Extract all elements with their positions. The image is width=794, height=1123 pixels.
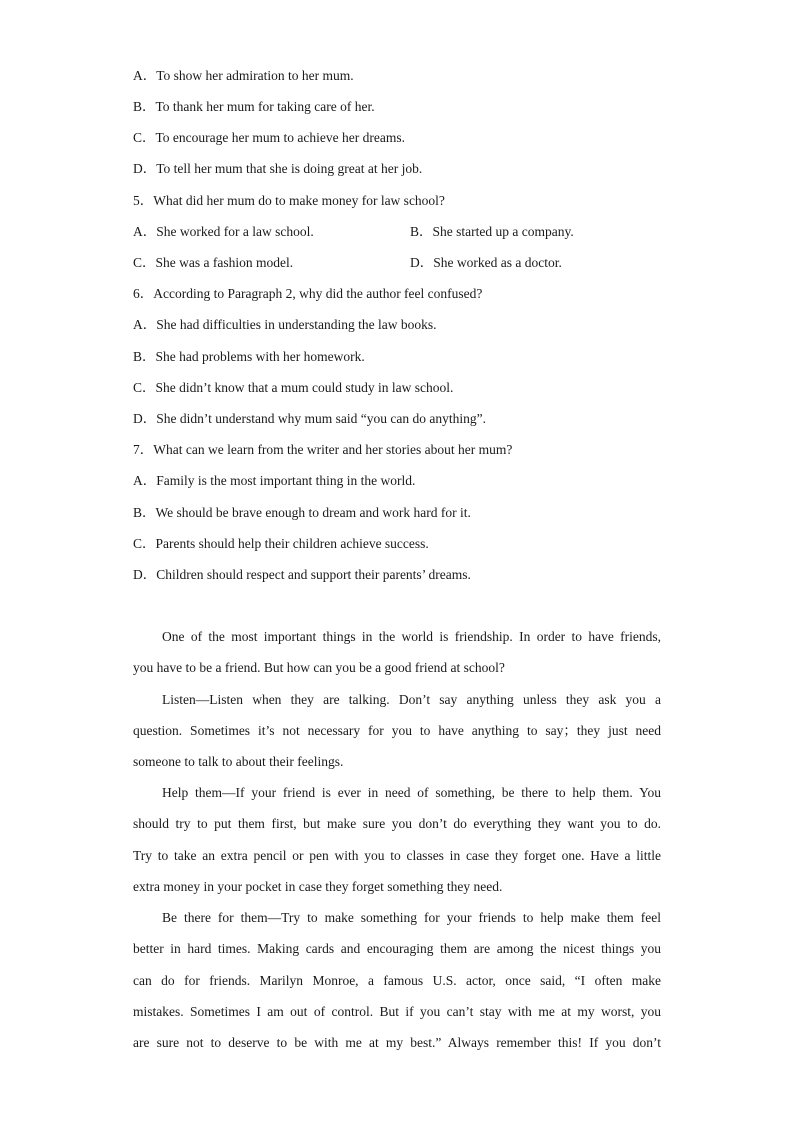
passage-line: are sure not to deserve to be with me at my best.” Always remember this! If you don’t: [133, 1035, 661, 1050]
q7-option-c: C．Parents should help their children achieve success.: [133, 536, 429, 551]
q6-option-a: A．She had difficulties in understanding the law books.: [133, 317, 437, 332]
q7-option-a: A．Family is the most important thing in the world.: [133, 473, 416, 488]
passage-line: Help them—If your friend is ever in need of something, be there to help them. You: [162, 785, 661, 800]
q4-option-a: A．To show her admiration to her mum.: [133, 68, 354, 83]
q4-option-d: D．To tell her mum that she is doing great at her job.: [133, 161, 423, 176]
passage-line: One of the most important things in the world is friendship. In order to have friends,: [162, 629, 661, 644]
passage-line: someone to talk to about their feelings.: [133, 754, 344, 769]
q5-option-d: D．She worked as a doctor.: [410, 255, 562, 270]
q6-option-c: C．She didn’t know that a mum could study in law school.: [133, 380, 454, 395]
q4-option-c: C．To encourage her mum to achieve her dreams.: [133, 130, 405, 145]
q6-option-b: B．She had problems with her homework.: [133, 349, 365, 364]
passage-line: extra money in your pocket in case they forget something they need.: [133, 879, 503, 894]
passage-line: Listen—Listen when they are talking. Don’t say anything unless they ask you a: [162, 692, 661, 707]
passage-line: can do for friends. Marilyn Monroe, a famous U.S. actor, once said, “I often make: [133, 973, 661, 988]
passage-line: mistakes. Sometimes I am out of control. But if you can’t stay with me at my worst, you: [133, 1004, 661, 1019]
passage-line: better in hard times. Making cards and encouraging them are among the nicest things you: [133, 941, 661, 956]
passage-line: Be there for them—Try to make something for your friends to help make them feel: [162, 910, 661, 925]
q6-option-d: D．She didn’t understand why mum said “you can do anything”.: [133, 411, 486, 426]
passage-line: should try to put them first, but make sure you don’t do everything they want you to do.: [133, 816, 661, 831]
q5-stem: 5．What did her mum do to make money for law school?: [133, 193, 445, 208]
passage-line: question. Sometimes it’s not necessary for you to have anything to say；they just need: [133, 723, 661, 738]
q7-stem: 7．What can we learn from the writer and her stories about her mum?: [133, 442, 513, 457]
passage-line: Try to take an extra pencil or pen with you to classes in case they forget one. Have a little: [133, 848, 661, 863]
passage-line: you have to be a friend. But how can you be a good friend at school?: [133, 660, 505, 675]
q5-option-a: A．She worked for a law school.: [133, 224, 314, 239]
q7-option-d: D．Children should respect and support their parents’ dreams.: [133, 567, 471, 582]
q6-stem: 6．According to Paragraph 2, why did the author feel confused?: [133, 286, 483, 301]
q5-option-b: B．She started up a company.: [410, 224, 574, 239]
q5-option-c: C．She was a fashion model.: [133, 255, 294, 270]
q4-option-b: B．To thank her mum for taking care of her.: [133, 99, 375, 114]
q7-option-b: B．We should be brave enough to dream and work hard for it.: [133, 505, 471, 520]
